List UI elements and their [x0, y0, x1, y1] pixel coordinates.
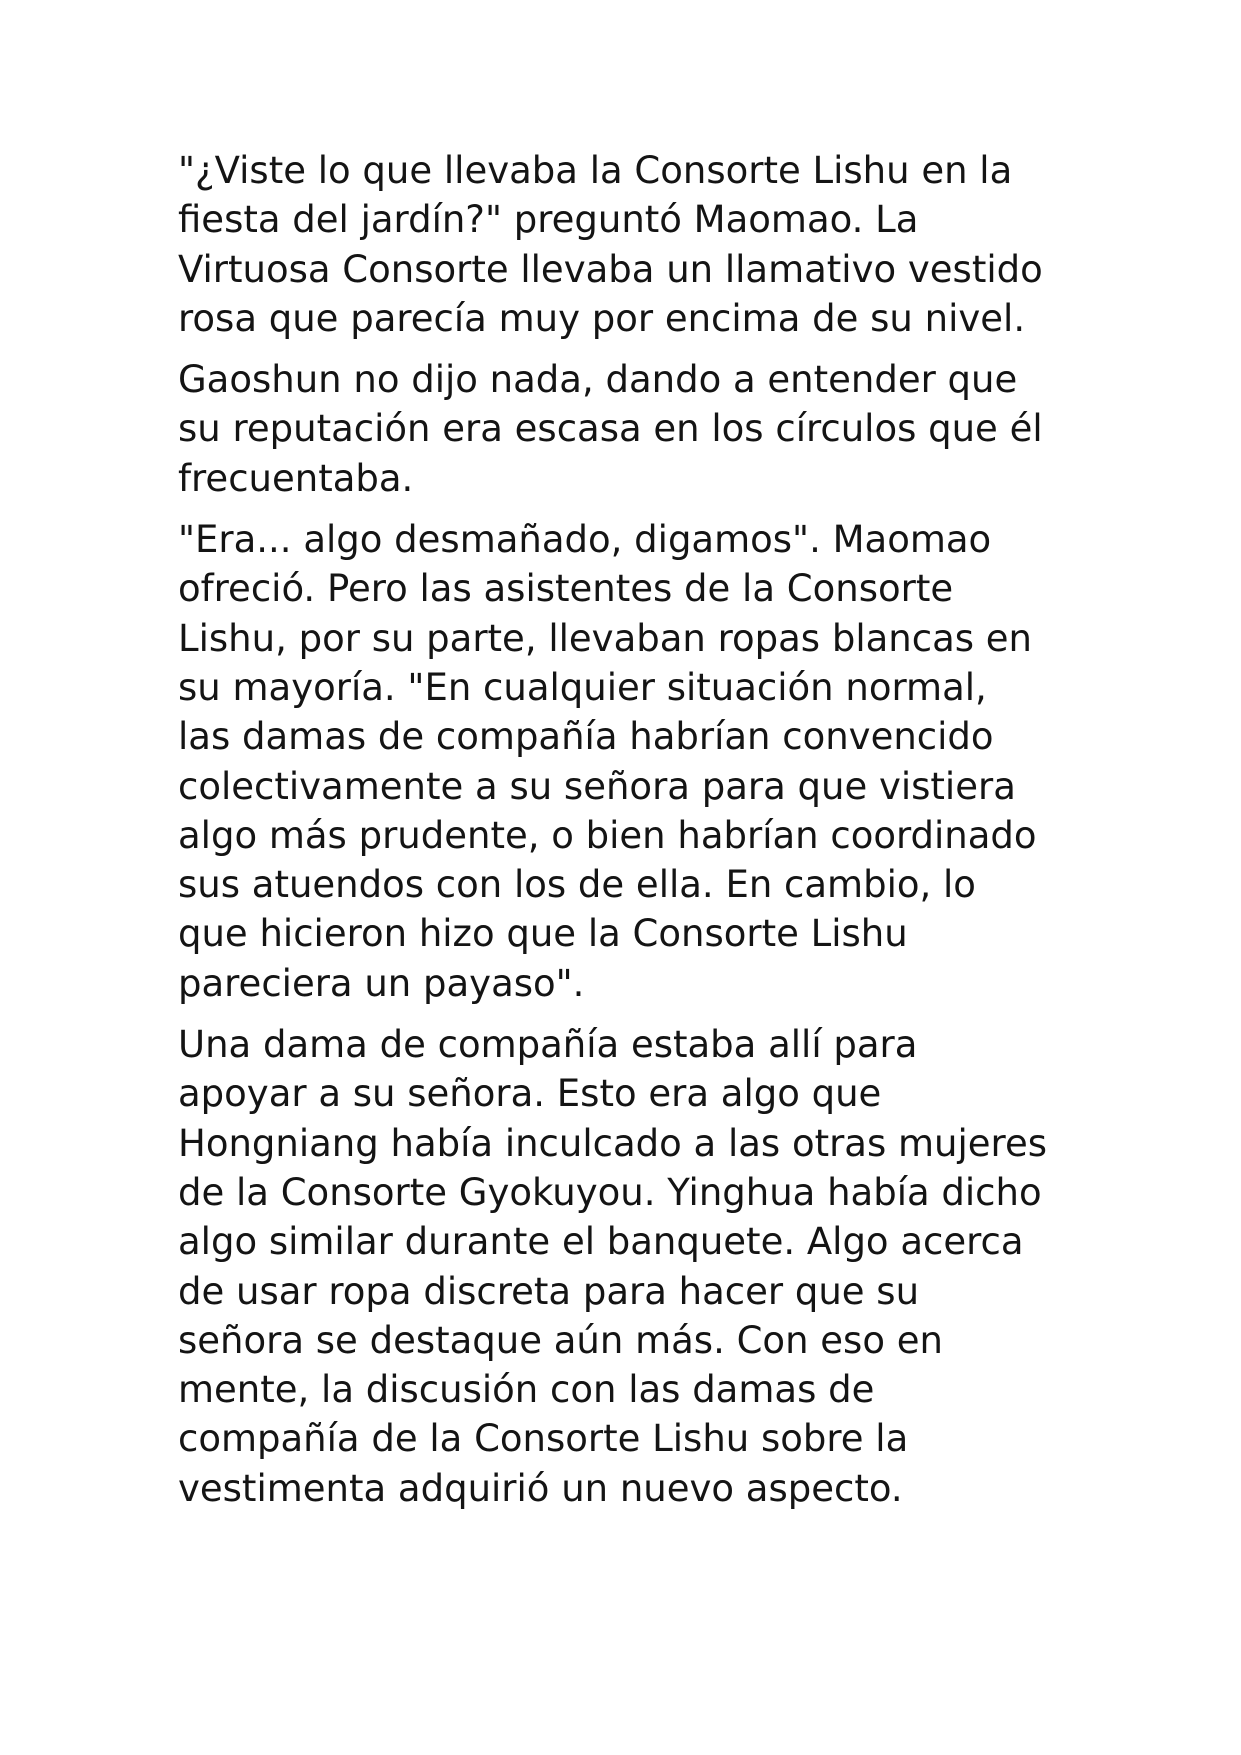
text-line: "Era... algo desmañado, digamos". Maomao	[178, 518, 992, 562]
text-line: "¿Viste lo que llevaba la Consorte Lishu en la	[178, 149, 1013, 192]
text-line: colectivamente a su señora para que vistiera	[178, 764, 1016, 808]
paragraph	[178, 515, 1078, 1008]
text-line: frecuentaba.	[178, 456, 414, 500]
text-line: Lishu, por su parte, llevaban ropas blancas en	[178, 616, 1032, 660]
text-line: las damas de compañía habrían convencido	[178, 715, 994, 759]
text-line: su mayoría. "En cualquier situación normal,	[178, 665, 987, 709]
text-line: sus atuendos con los de ella. En cambio, lo	[178, 863, 976, 907]
paragraph	[178, 146, 1078, 343]
text-line: ofreció. Pero las asistentes de la Consorte	[178, 567, 954, 611]
text-line: fiesta del jardín?" preguntó Maomao. La	[178, 198, 919, 242]
text-line: señora se destaque aún más. Con eso en	[178, 1318, 943, 1362]
text-line: rosa que parecía muy por encima de su nivel.	[178, 296, 1026, 340]
text-line: apoyar a su señora. Esto era algo que	[178, 1072, 882, 1116]
text-line: de la Consorte Gyokuyou. Yinghua había dicho	[178, 1170, 1042, 1214]
paragraph	[178, 1020, 1078, 1513]
text-line: su reputación era escasa en los círculos que él	[178, 407, 1043, 451]
text-line: Una dama de compañía estaba allí para	[178, 1023, 918, 1067]
text-line: mente, la discusión con las damas de	[178, 1368, 875, 1412]
text-line: algo similar durante el banquete. Algo acerca	[178, 1220, 1024, 1264]
text-line: Hongniang había inculcado a las otras mujeres	[178, 1121, 1047, 1165]
text-line: Gaoshun no dijo nada, dando a entender que	[178, 358, 1018, 402]
text-body	[178, 146, 1078, 1525]
paragraph	[178, 355, 1078, 503]
text-line: vestimenta adquirió un nuevo aspecto.	[178, 1466, 903, 1510]
text-line: pareciera un payaso".	[178, 961, 585, 1005]
text-line: Virtuosa Consorte llevaba un llamativo vestido	[178, 247, 1043, 291]
text-line: que hicieron hizo que la Consorte Lishu	[178, 912, 908, 956]
text-line: compañía de la Consorte Lishu sobre la	[178, 1417, 909, 1461]
text-line: de usar ropa discreta para hacer que su	[178, 1269, 920, 1313]
text-line: algo más prudente, o bien habrían coordinado	[178, 813, 1037, 857]
